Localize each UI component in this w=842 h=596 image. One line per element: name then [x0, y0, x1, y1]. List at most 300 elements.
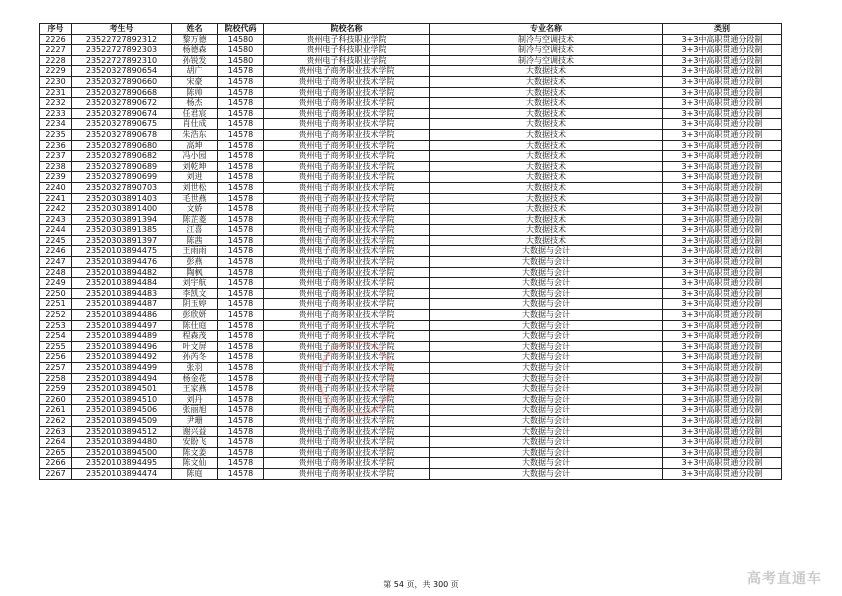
- cell-major-name: 大数据技术: [430, 161, 663, 172]
- cell-name: 张丽旭: [172, 405, 218, 416]
- cell-category: 3+3中高职贯通分段制: [663, 468, 782, 479]
- table-row: [40, 415, 782, 426]
- cell-exam-number: 23520327890672: [72, 98, 172, 109]
- cell-exam-number: 23520103894500: [72, 447, 172, 458]
- cell-school-code: 14578: [218, 384, 264, 395]
- cell-major-name: 大数据与会计: [430, 468, 663, 479]
- table-row: [40, 320, 782, 331]
- cell-name: 黎万德: [172, 34, 218, 45]
- cell-major-name: 大数据与会计: [430, 320, 663, 331]
- cell-category: 3+3中高职贯通分段制: [663, 278, 782, 289]
- cell-name: 杨德森: [172, 45, 218, 56]
- cell-school-code: 14578: [218, 341, 264, 352]
- cell-name: 刘世松: [172, 182, 218, 193]
- cell-exam-number: 23520103894512: [72, 426, 172, 437]
- cell-exam-number: 23520303891403: [72, 193, 172, 204]
- cell-school-code: 14580: [218, 45, 264, 56]
- header-school-code: 院校代码: [218, 24, 264, 35]
- cell-exam-number: 23520303891400: [72, 204, 172, 215]
- cell-major-name: 大数据技术: [430, 172, 663, 183]
- cell-school-name: 贵州电子商务职业技术学院: [264, 193, 430, 204]
- cell-major-name: 大数据技术: [430, 129, 663, 140]
- cell-school-name: 贵州电子商务职业技术学院: [264, 267, 430, 278]
- cell-seq: 2235: [40, 129, 72, 140]
- cell-name: 孙芮冬: [172, 352, 218, 363]
- cell-seq: 2227: [40, 45, 72, 56]
- cell-exam-number: 23520327890660: [72, 76, 172, 87]
- cell-category: 3+3中高职贯通分段制: [663, 129, 782, 140]
- cell-name: 陈文仙: [172, 458, 218, 469]
- cell-seq: 2256: [40, 352, 72, 363]
- cell-school-code: 14578: [218, 288, 264, 299]
- cell-school-code: 14578: [218, 363, 264, 374]
- table-row: [40, 437, 782, 448]
- table-row: [40, 246, 782, 257]
- cell-school-code: 14578: [218, 458, 264, 469]
- cell-name: 高坤: [172, 140, 218, 151]
- cell-name: 张羽: [172, 363, 218, 374]
- cell-category: 3+3中高职贯通分段制: [663, 214, 782, 225]
- cell-exam-number: 23520103894494: [72, 373, 172, 384]
- page-footer: 第 54 页，共 300 页: [383, 580, 459, 589]
- cell-school-code: 14578: [218, 151, 264, 162]
- cell-school-code: 14580: [218, 34, 264, 45]
- cell-seq: 2232: [40, 98, 72, 109]
- cell-name: 彭燕: [172, 257, 218, 268]
- cell-major-name: 大数据与会计: [430, 394, 663, 405]
- cell-seq: 2228: [40, 55, 72, 66]
- cell-school-name: 贵州电子商务职业技术学院: [264, 437, 430, 448]
- table-row: [40, 140, 782, 151]
- cell-seq: 2250: [40, 288, 72, 299]
- cell-category: 3+3中高职贯通分段制: [663, 257, 782, 268]
- cell-seq: 2229: [40, 66, 72, 77]
- cell-name: 陈帅: [172, 87, 218, 98]
- cell-exam-number: 23520303891385: [72, 225, 172, 236]
- cell-name: 尹珊: [172, 415, 218, 426]
- table-row: [40, 458, 782, 469]
- cell-exam-number: 23520103894483: [72, 288, 172, 299]
- cell-school-code: 14578: [218, 235, 264, 246]
- table-row: [40, 119, 782, 130]
- table-header-row: [40, 24, 782, 35]
- cell-category: 3+3中高职贯通分段制: [663, 394, 782, 405]
- cell-category: 3+3中高职贯通分段制: [663, 172, 782, 183]
- cell-name: 刘宇航: [172, 278, 218, 289]
- cell-seq: 2247: [40, 257, 72, 268]
- cell-school-name: 贵州电子商务职业技术学院: [264, 182, 430, 193]
- cell-seq: 2255: [40, 341, 72, 352]
- cell-school-code: 14578: [218, 66, 264, 77]
- cell-seq: 2267: [40, 468, 72, 479]
- cell-major-name: 大数据技术: [430, 214, 663, 225]
- table-row: [40, 394, 782, 405]
- cell-exam-number: 23520327890654: [72, 66, 172, 77]
- cell-exam-number: 23520103894499: [72, 363, 172, 374]
- table-row: [40, 341, 782, 352]
- cell-school-name: 贵州电子商务职业技术学院: [264, 66, 430, 77]
- cell-school-name: 贵州电子商务职业技术学院: [264, 225, 430, 236]
- cell-school-name: 贵州电子商务职业技术学院: [264, 140, 430, 151]
- cell-exam-number: 23520103894484: [72, 278, 172, 289]
- cell-school-name: 贵州电子商务职业技术学院: [264, 320, 430, 331]
- cell-exam-number: 23520103894492: [72, 352, 172, 363]
- table-row: [40, 468, 782, 479]
- cell-major-name: 大数据与会计: [430, 415, 663, 426]
- cell-seq: 2245: [40, 235, 72, 246]
- cell-exam-number: 23520327890675: [72, 119, 172, 130]
- cell-school-name: 贵州电子商务职业技术学院: [264, 310, 430, 321]
- cell-school-name: 贵州电子科技职业学院: [264, 45, 430, 56]
- cell-name: 陈文姜: [172, 447, 218, 458]
- cell-major-name: 大数据技术: [430, 225, 663, 236]
- cell-exam-number: 23520327890680: [72, 140, 172, 151]
- cell-seq: 2259: [40, 384, 72, 395]
- table-row: [40, 447, 782, 458]
- cell-school-name: 贵州电子商务职业技术学院: [264, 204, 430, 215]
- cell-major-name: 制冷与空调技术: [430, 45, 663, 56]
- cell-school-code: 14578: [218, 426, 264, 437]
- cell-school-name: 贵州电子商务职业技术学院: [264, 373, 430, 384]
- cell-school-code: 14578: [218, 140, 264, 151]
- table-row: [40, 310, 782, 321]
- cell-category: 3+3中高职贯通分段制: [663, 45, 782, 56]
- cell-category: 3+3中高职贯通分段制: [663, 98, 782, 109]
- cell-major-name: 大数据与会计: [430, 426, 663, 437]
- cell-school-code: 14578: [218, 299, 264, 310]
- cell-name: 刘丹: [172, 394, 218, 405]
- cell-major-name: 大数据技术: [430, 235, 663, 246]
- cell-seq: 2238: [40, 161, 72, 172]
- cell-exam-number: 23520327890678: [72, 129, 172, 140]
- cell-category: 3+3中高职贯通分段制: [663, 66, 782, 77]
- cell-major-name: 大数据与会计: [430, 331, 663, 342]
- cell-category: 3+3中高职贯通分段制: [663, 119, 782, 130]
- cell-category: 3+3中高职贯通分段制: [663, 288, 782, 299]
- cell-exam-number: 23522727892303: [72, 45, 172, 56]
- cell-school-code: 14578: [218, 214, 264, 225]
- cell-school-name: 贵州电子商务职业技术学院: [264, 214, 430, 225]
- table-row: [40, 151, 782, 162]
- cell-name: 陈仕庭: [172, 320, 218, 331]
- cell-category: 3+3中高职贯通分段制: [663, 34, 782, 45]
- cell-category: 3+3中高职贯通分段制: [663, 384, 782, 395]
- cell-major-name: 大数据与会计: [430, 447, 663, 458]
- cell-category: 3+3中高职贯通分段制: [663, 267, 782, 278]
- cell-seq: 2252: [40, 310, 72, 321]
- cell-category: 3+3中高职贯通分段制: [663, 87, 782, 98]
- table-row: [40, 87, 782, 98]
- table-row: [40, 34, 782, 45]
- cell-seq: 2226: [40, 34, 72, 45]
- cell-seq: 2244: [40, 225, 72, 236]
- cell-category: 3+3中高职贯通分段制: [663, 405, 782, 416]
- cell-exam-number: 23520103894506: [72, 405, 172, 416]
- header-exam-number: 考生号: [72, 24, 172, 35]
- cell-major-name: 制冷与空调技术: [430, 34, 663, 45]
- cell-seq: 2234: [40, 119, 72, 130]
- cell-seq: 2230: [40, 76, 72, 87]
- cell-school-name: 贵州电子科技职业学院: [264, 55, 430, 66]
- cell-name: 陈茜: [172, 235, 218, 246]
- cell-name: 叶文屏: [172, 341, 218, 352]
- cell-name: 任君宸: [172, 108, 218, 119]
- cell-name: 宋豪: [172, 76, 218, 87]
- table-row: [40, 108, 782, 119]
- cell-school-name: 贵州电子商务职业技术学院: [264, 468, 430, 479]
- cell-category: 3+3中高职贯通分段制: [663, 320, 782, 331]
- cell-major-name: 大数据技术: [430, 98, 663, 109]
- cell-school-name: 贵州电子商务职业技术学院: [264, 151, 430, 162]
- table-row: [40, 66, 782, 77]
- cell-school-code: 14578: [218, 204, 264, 215]
- cell-seq: 2246: [40, 246, 72, 257]
- cell-school-name: 贵州电子商务职业技术学院: [264, 426, 430, 437]
- cell-school-code: 14578: [218, 352, 264, 363]
- table-row: [40, 426, 782, 437]
- cell-school-name: 贵州电子商务职业技术学院: [264, 108, 430, 119]
- admission-list-sheet: [39, 23, 781, 480]
- cell-exam-number: 23520327890668: [72, 87, 172, 98]
- cell-school-code: 14578: [218, 193, 264, 204]
- cell-school-name: 贵州电子科技职业学院: [264, 34, 430, 45]
- cell-exam-number: 23520103894476: [72, 257, 172, 268]
- table-row: [40, 235, 782, 246]
- cell-exam-number: 23520327890682: [72, 151, 172, 162]
- cell-name: 陈芷菱: [172, 214, 218, 225]
- cell-major-name: 大数据与会计: [430, 257, 663, 268]
- cell-seq: 2257: [40, 363, 72, 374]
- cell-major-name: 大数据与会计: [430, 288, 663, 299]
- cell-category: 3+3中高职贯通分段制: [663, 151, 782, 162]
- cell-name: 程森茂: [172, 331, 218, 342]
- cell-school-code: 14578: [218, 310, 264, 321]
- table-body: [40, 34, 782, 479]
- table-row: [40, 172, 782, 183]
- table-row: [40, 161, 782, 172]
- cell-school-name: 贵州电子商务职业技术学院: [264, 98, 430, 109]
- cell-exam-number: 23520103894486: [72, 310, 172, 321]
- cell-category: 3+3中高职贯通分段制: [663, 193, 782, 204]
- table-row: [40, 331, 782, 342]
- cell-category: 3+3中高职贯通分段制: [663, 415, 782, 426]
- cell-category: 3+3中高职贯通分段制: [663, 246, 782, 257]
- cell-major-name: 大数据技术: [430, 76, 663, 87]
- cell-name: 陈庭: [172, 468, 218, 479]
- cell-category: 3+3中高职贯通分段制: [663, 55, 782, 66]
- cell-school-code: 14578: [218, 415, 264, 426]
- cell-seq: 2262: [40, 415, 72, 426]
- cell-name: 陶枫: [172, 267, 218, 278]
- cell-exam-number: 23520327890699: [72, 172, 172, 183]
- cell-name: 胡广: [172, 66, 218, 77]
- cell-category: 3+3中高职贯通分段制: [663, 458, 782, 469]
- cell-major-name: 大数据与会计: [430, 437, 663, 448]
- cell-exam-number: 23520303891397: [72, 235, 172, 246]
- cell-category: 3+3中高职贯通分段制: [663, 76, 782, 87]
- header-major-name: 专业名称: [430, 24, 663, 35]
- stamp-seal-mark: [318, 340, 394, 416]
- cell-seq: 2242: [40, 204, 72, 215]
- cell-exam-number: 23520103894474: [72, 468, 172, 479]
- cell-category: 3+3中高职贯通分段制: [663, 140, 782, 151]
- cell-name: 孙锐发: [172, 55, 218, 66]
- table-row: [40, 98, 782, 109]
- cell-school-name: 贵州电子商务职业技术学院: [264, 331, 430, 342]
- cell-name: 杨杰: [172, 98, 218, 109]
- cell-school-code: 14578: [218, 468, 264, 479]
- cell-school-code: 14578: [218, 405, 264, 416]
- table-row: [40, 288, 782, 299]
- cell-category: 3+3中高职贯通分段制: [663, 363, 782, 374]
- cell-major-name: 大数据技术: [430, 182, 663, 193]
- cell-major-name: 大数据与会计: [430, 299, 663, 310]
- table-row: [40, 204, 782, 215]
- cell-exam-number: 23520103894495: [72, 458, 172, 469]
- cell-school-code: 14578: [218, 76, 264, 87]
- header-category: 类别: [663, 24, 782, 35]
- cell-seq: 2260: [40, 394, 72, 405]
- cell-school-code: 14578: [218, 257, 264, 268]
- cell-major-name: 大数据与会计: [430, 310, 663, 321]
- header-school-name: 院校名称: [264, 24, 430, 35]
- cell-major-name: 大数据与会计: [430, 373, 663, 384]
- cell-exam-number: 23520103894496: [72, 341, 172, 352]
- cell-category: 3+3中高职贯通分段制: [663, 310, 782, 321]
- cell-school-code: 14578: [218, 320, 264, 331]
- cell-category: 3+3中高职贯通分段制: [663, 182, 782, 193]
- cell-category: 3+3中高职贯通分段制: [663, 204, 782, 215]
- cell-school-code: 14578: [218, 246, 264, 257]
- cell-seq: 2253: [40, 320, 72, 331]
- cell-school-code: 14578: [218, 373, 264, 384]
- cell-exam-number: 23520103894487: [72, 299, 172, 310]
- cell-school-name: 贵州电子商务职业技术学院: [264, 76, 430, 87]
- cell-category: 3+3中高职贯通分段制: [663, 161, 782, 172]
- table-row: [40, 352, 782, 363]
- cell-major-name: 大数据技术: [430, 140, 663, 151]
- cell-name: 王家燕: [172, 384, 218, 395]
- cell-school-name: 贵州电子商务职业技术学院: [264, 87, 430, 98]
- cell-school-name: 贵州电子商务职业技术学院: [264, 384, 430, 395]
- cell-name: 李凯文: [172, 288, 218, 299]
- cell-seq: 2254: [40, 331, 72, 342]
- cell-name: 文娇: [172, 204, 218, 215]
- cell-exam-number: 23520103894489: [72, 331, 172, 342]
- cell-school-code: 14578: [218, 98, 264, 109]
- cell-name: 阴玉婷: [172, 299, 218, 310]
- cell-school-name: 贵州电子商务职业技术学院: [264, 129, 430, 140]
- table-row: [40, 214, 782, 225]
- cell-major-name: 大数据与会计: [430, 352, 663, 363]
- cell-exam-number: 23520103894475: [72, 246, 172, 257]
- cell-seq: 2231: [40, 87, 72, 98]
- cell-exam-number: 23520103894480: [72, 437, 172, 448]
- cell-category: 3+3中高职贯通分段制: [663, 299, 782, 310]
- cell-major-name: 大数据与会计: [430, 341, 663, 352]
- cell-school-code: 14578: [218, 278, 264, 289]
- cell-school-code: 14578: [218, 182, 264, 193]
- cell-school-name: 贵州电子商务职业技术学院: [264, 341, 430, 352]
- cell-seq: 2251: [40, 299, 72, 310]
- table-row: [40, 299, 782, 310]
- cell-seq: 2264: [40, 437, 72, 448]
- header-seq: 序号: [40, 24, 72, 35]
- cell-major-name: 大数据技术: [430, 119, 663, 130]
- cell-school-name: 贵州电子商务职业技术学院: [264, 363, 430, 374]
- cell-exam-number: 23520103894482: [72, 267, 172, 278]
- cell-school-name: 贵州电子商务职业技术学院: [264, 172, 430, 183]
- cell-school-code: 14578: [218, 447, 264, 458]
- cell-school-code: 14578: [218, 108, 264, 119]
- cell-school-code: 14578: [218, 172, 264, 183]
- cell-category: 3+3中高职贯通分段制: [663, 352, 782, 363]
- cell-school-name: 贵州电子商务职业技术学院: [264, 299, 430, 310]
- cell-name: 冯小园: [172, 151, 218, 162]
- header-name: 姓名: [172, 24, 218, 35]
- cell-major-name: 大数据技术: [430, 151, 663, 162]
- table-row: [40, 267, 782, 278]
- cell-seq: 2233: [40, 108, 72, 119]
- cell-major-name: 大数据与会计: [430, 405, 663, 416]
- cell-category: 3+3中高职贯通分段制: [663, 437, 782, 448]
- cell-exam-number: 23520103894497: [72, 320, 172, 331]
- cell-school-name: 贵州电子商务职业技术学院: [264, 447, 430, 458]
- cell-school-name: 贵州电子商务职业技术学院: [264, 119, 430, 130]
- cell-exam-number: 23520103894501: [72, 384, 172, 395]
- cell-exam-number: 23522727892310: [72, 55, 172, 66]
- cell-school-name: 贵州电子商务职业技术学院: [264, 394, 430, 405]
- cell-major-name: 制冷与空调技术: [430, 55, 663, 66]
- cell-exam-number: 23520303891394: [72, 214, 172, 225]
- cell-seq: 2266: [40, 458, 72, 469]
- cell-name: 肖仕成: [172, 119, 218, 130]
- cell-category: 3+3中高职贯通分段制: [663, 447, 782, 458]
- cell-major-name: 大数据与会计: [430, 246, 663, 257]
- cell-exam-number: 23520103894510: [72, 394, 172, 405]
- cell-major-name: 大数据技术: [430, 87, 663, 98]
- cell-name: 彭欣妍: [172, 310, 218, 321]
- cell-seq: 2240: [40, 182, 72, 193]
- cell-school-code: 14578: [218, 87, 264, 98]
- cell-school-code: 14578: [218, 331, 264, 342]
- table-row: [40, 278, 782, 289]
- table-row: [40, 193, 782, 204]
- table-row: [40, 182, 782, 193]
- cell-school-name: 贵州电子商务职业技术学院: [264, 458, 430, 469]
- cell-school-code: 14578: [218, 267, 264, 278]
- cell-name: 刘进: [172, 172, 218, 183]
- table-row: [40, 225, 782, 236]
- cell-exam-number: 23520327890689: [72, 161, 172, 172]
- cell-school-code: 14578: [218, 161, 264, 172]
- table-row: [40, 55, 782, 66]
- cell-school-name: 贵州电子商务职业技术学院: [264, 257, 430, 268]
- cell-school-code: 14578: [218, 225, 264, 236]
- cell-school-name: 贵州电子商务职业技术学院: [264, 161, 430, 172]
- cell-name: 王雨雨: [172, 246, 218, 257]
- cell-seq: 2237: [40, 151, 72, 162]
- cell-seq: 2243: [40, 214, 72, 225]
- cell-category: 3+3中高职贯通分段制: [663, 225, 782, 236]
- cell-category: 3+3中高职贯通分段制: [663, 341, 782, 352]
- cell-school-name: 贵州电子商务职业技术学院: [264, 352, 430, 363]
- cell-school-code: 14578: [218, 394, 264, 405]
- table-row: [40, 129, 782, 140]
- cell-school-name: 贵州电子商务职业技术学院: [264, 278, 430, 289]
- cell-name: 杨金花: [172, 373, 218, 384]
- cell-seq: 2258: [40, 373, 72, 384]
